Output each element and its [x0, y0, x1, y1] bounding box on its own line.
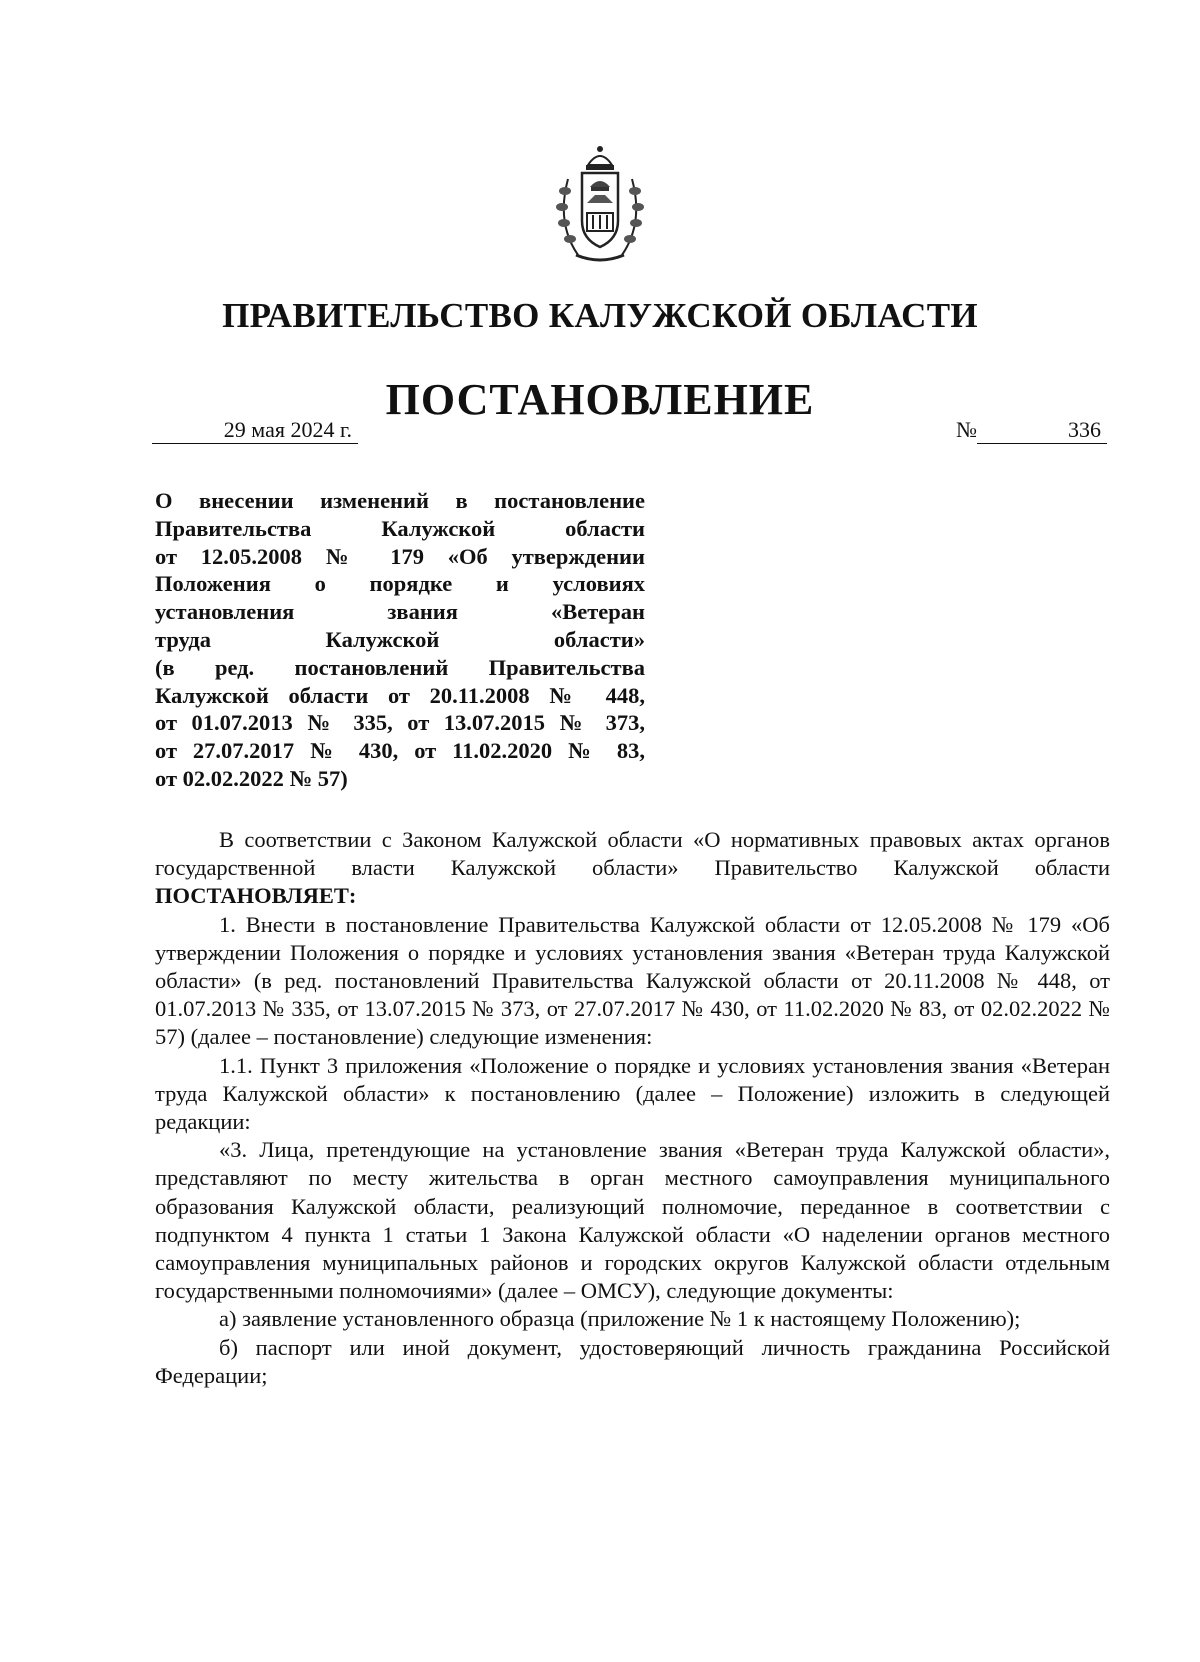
subject-line: (в ред. постановлений Правительства: [155, 654, 645, 680]
coat-of-arms-emblem: [550, 143, 650, 267]
subject-line: от 01.07.2013 № 335, от 13.07.2015 № 373,: [155, 710, 645, 736]
document-date: 29 мая 2024 г.: [152, 417, 358, 444]
number-sign: №: [956, 417, 977, 442]
intro-paragraph: [155, 826, 1110, 911]
intro-text: В соответствии с Законом Калужской области «О нормативных правовых актах органов государственной власти Калужской области» Правительство Калужской области: [155, 827, 1110, 881]
document-number: [956, 417, 1107, 444]
paragraph-1-1: 1.1. Пункт 3 приложения «Положение о порядке и условиях установления звания «Ветеран труда Калужской области» к постановлению (далее – Положение) изложить в следующей редакции:: [155, 1052, 1110, 1135]
number-value: 336: [977, 417, 1107, 444]
resolves-keyword: ПОСТАНОВЛЯЕТ:: [155, 883, 357, 909]
item-a: а) заявление установленного образца (приложение № 1 к настоящему Положению);: [219, 1306, 1021, 1332]
subject-line: Правительства Калужской области: [155, 515, 645, 541]
subject-line: от 02.02.2022 № 57): [155, 765, 348, 791]
document-body: [155, 826, 1110, 1390]
subject-line: Положения о порядке и условиях: [155, 571, 645, 597]
subject-line: Калужской области от 20.11.2008 № 448,: [155, 682, 645, 708]
document-type-title: ПОСТАНОВЛЕНИЕ: [385, 375, 815, 424]
subject-line: О внесении изменений в постановление: [155, 488, 645, 513]
government-title: ПРАВИТЕЛЬСТВО КАЛУЖСКОЙ ОБЛАСТИ: [222, 296, 978, 335]
document-subject: [155, 487, 645, 793]
paragraph-1: 1. Внести в постановление Правительства Калужской области от 12.05.2008 № 179 «Об утверждении Положения о порядке и условиях установления звания «Ветеран труда Калужской области» (в ред. постановлений Правительства Калужской области от 20.11.2008 № 448, от 01.07.2013 № 335, от 13.07.2015 № 373, от 27.07.2017 № 430, от 11.02.2020 № 83, от 02.02.2022 № 57) (далее – постановление) следующие изменения:: [155, 911, 1110, 1050]
subject-line: от 27.07.2017 № 430, от 11.02.2020 № 83,: [155, 738, 645, 764]
paragraph-3: «3. Лица, претендующие на установление звания «Ветеран труда Калужской области», представляют по месту жительства в орган местного самоуправления муниципального образования Калужской области, реализующий полномочие, переданное в соответствии с подпунктом 4 пункта 1 статьи 1 Закона Калужской области «О наделении органов местного самоуправления муниципальных районов и городских округов Калужской области отдельным государственными полномочиями» (далее – ОМСУ), следующие документы:: [155, 1137, 1110, 1304]
subject-line: труда Калужской области»: [155, 626, 645, 652]
subject-line: от 12.05.2008 № 179 «Об утверждении: [155, 543, 645, 569]
item-b: б) паспорт или иной документ, удостоверяющий личность гражданина Российской Федерации;: [155, 1334, 1110, 1388]
subject-line: установления звания «Ветеран: [155, 599, 645, 625]
